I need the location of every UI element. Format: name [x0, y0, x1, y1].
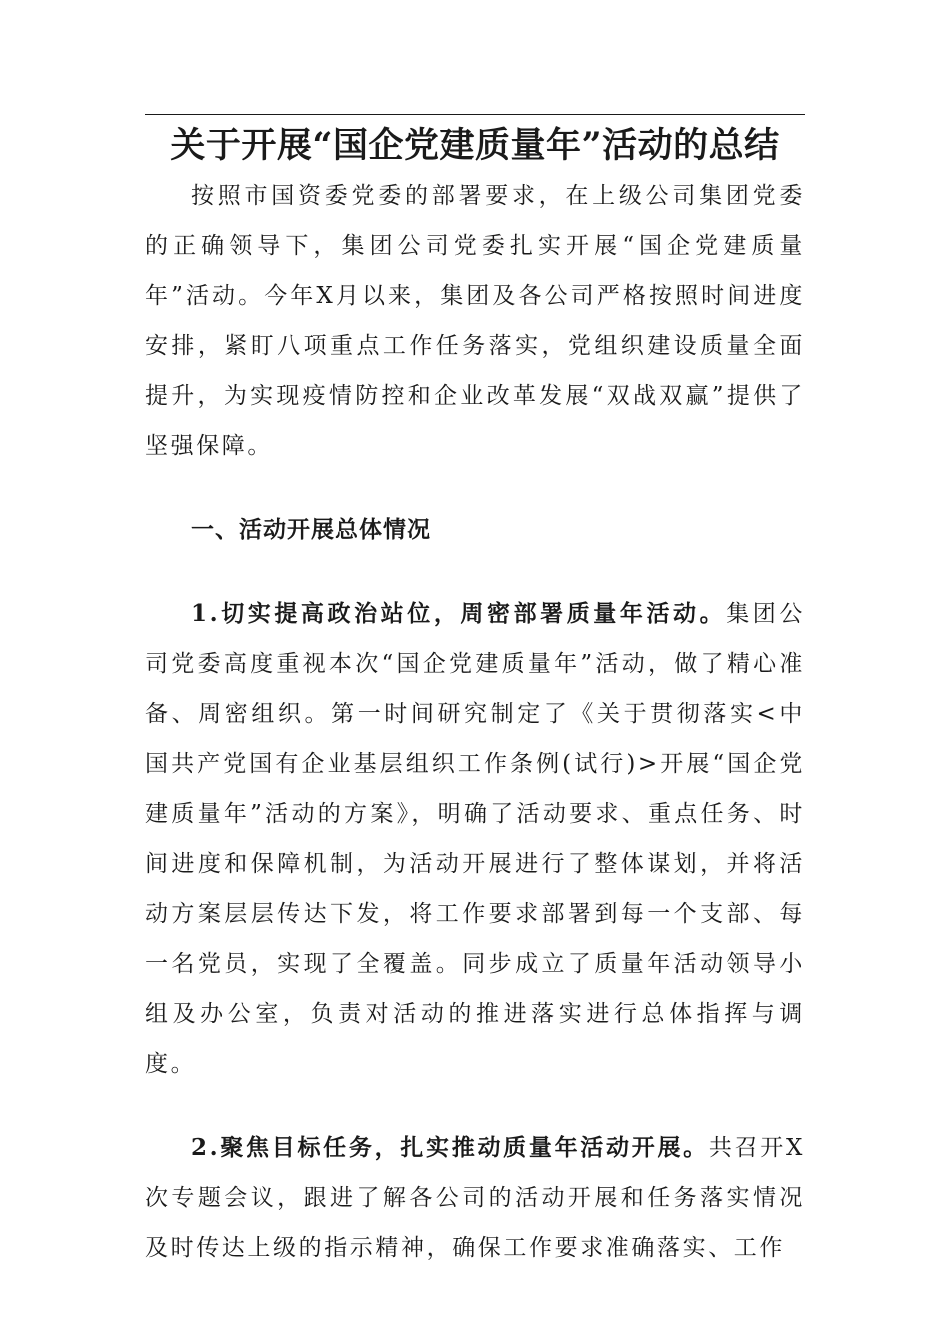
header-rule [145, 114, 805, 115]
item-1-lead: 1.切实提高政治站位，周密部署质量年活动。 [191, 600, 727, 627]
item-1-paragraph [145, 589, 805, 1089]
document-title: 关于开展“国企党建质量年”活动的总结 [170, 125, 780, 166]
item-2-lead: 2.聚焦目标任务，扎实推动质量年活动开展。 [191, 1134, 709, 1161]
section-heading: 一、活动开展总体情况 [191, 517, 431, 543]
item-2-text: 共召开X次专题会议，跟进了解各公司的活动开展和任务落实情况及时传达上级的指示精神，确保工作要求准确落实、工作 [145, 1135, 805, 1261]
item-1-text: 集团公司党委高度重视本次“国企党建质量年”活动，做了精心准备、周密组织。第一时间研究制定了《关于贯彻落实<中国共产党国有企业基层组织工作条例(试行)>开展“国企党建质量年”活动的方案》，明确了活动要求、重点任务、时间进度和保障机制，为活动开展进行了整体谋划，并将活动方案层层传达下发，将工作要求部署到每一个支部、每一名党员，实现了全覆盖。同步成立了质量年活动领导小组及办公室，负责对活动的推进落实进行总体指挥与调度。 [145, 601, 805, 1077]
intro-paragraph: 按照市国资委党委的部署要求，在上级公司集团党委的正确领导下，集团公司党委扎实开展“国企党建质量年”活动。今年X月以来，集团及各公司严格按照时间进度安排，紧盯八项重点工作任务落实，党组织建设质量全面提升，为实现疫情防控和企业改革发展“双战双赢”提供了坚强保障。 [145, 183, 805, 459]
item-2-paragraph [145, 1123, 805, 1273]
document-body [145, 171, 805, 1273]
